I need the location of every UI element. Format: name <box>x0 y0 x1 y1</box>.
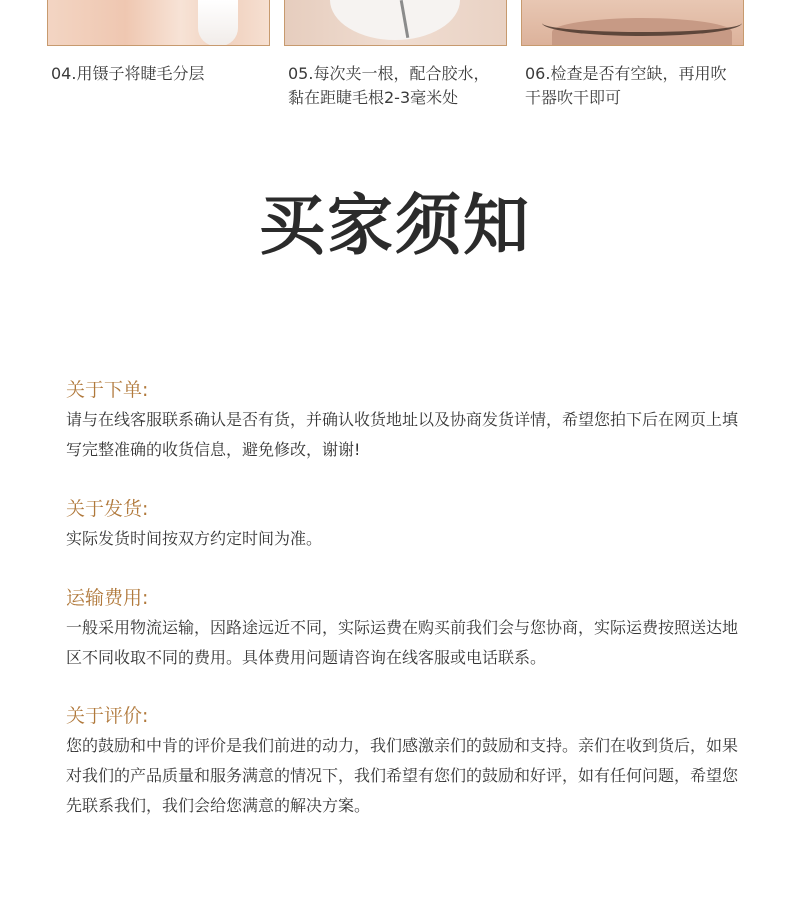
step-06-photo <box>521 0 744 46</box>
section-body: 实际发货时间按双方约定时间为准。 <box>66 529 323 548</box>
section-heading: 运输费用: <box>66 587 149 609</box>
page-title: 买家须知 <box>259 187 531 264</box>
step-06-caption: 06.检查是否有空缺，再用吹干器吹干即可 <box>525 64 727 107</box>
section-heading: 关于下单: <box>66 379 149 401</box>
section-reviews <box>66 703 746 821</box>
section-body: 请与在线客服联系确认是否有货，并确认收货地址以及协商发货详情，希望您拍下后在网页上填写完整准确的收货信息，避免修改，谢谢! <box>66 410 739 459</box>
step-04-photo <box>47 0 270 46</box>
section-freight <box>66 585 746 673</box>
step-05-photo <box>284 0 507 46</box>
step-05-caption: 05.每次夹一根，配合胶水，黏在距睫毛根2-3毫米处 <box>288 64 490 107</box>
section-body: 一般采用物流运输，因路途远近不同，实际运费在购买前我们会与您协商，实际运费按照送达地区不同收取不同的费用。具体费用问题请咨询在线客服或电话联系。 <box>66 618 739 667</box>
section-body: 您的鼓励和中肯的评价是我们前进的动力，我们感激亲们的鼓励和支持。亲们在收到货后，如果对我们的产品质量和服务满意的情况下，我们希望有您们的鼓励和好评，如有任何问题，希望您先联系我们，我们会给您满意的解决方案。 <box>66 736 739 815</box>
section-shipping <box>66 496 746 554</box>
section-ordering <box>66 377 746 465</box>
step-04-caption: 04.用镊子将睫毛分层 <box>51 64 205 83</box>
section-heading: 关于评价: <box>66 705 149 727</box>
section-heading: 关于发货: <box>66 498 149 520</box>
